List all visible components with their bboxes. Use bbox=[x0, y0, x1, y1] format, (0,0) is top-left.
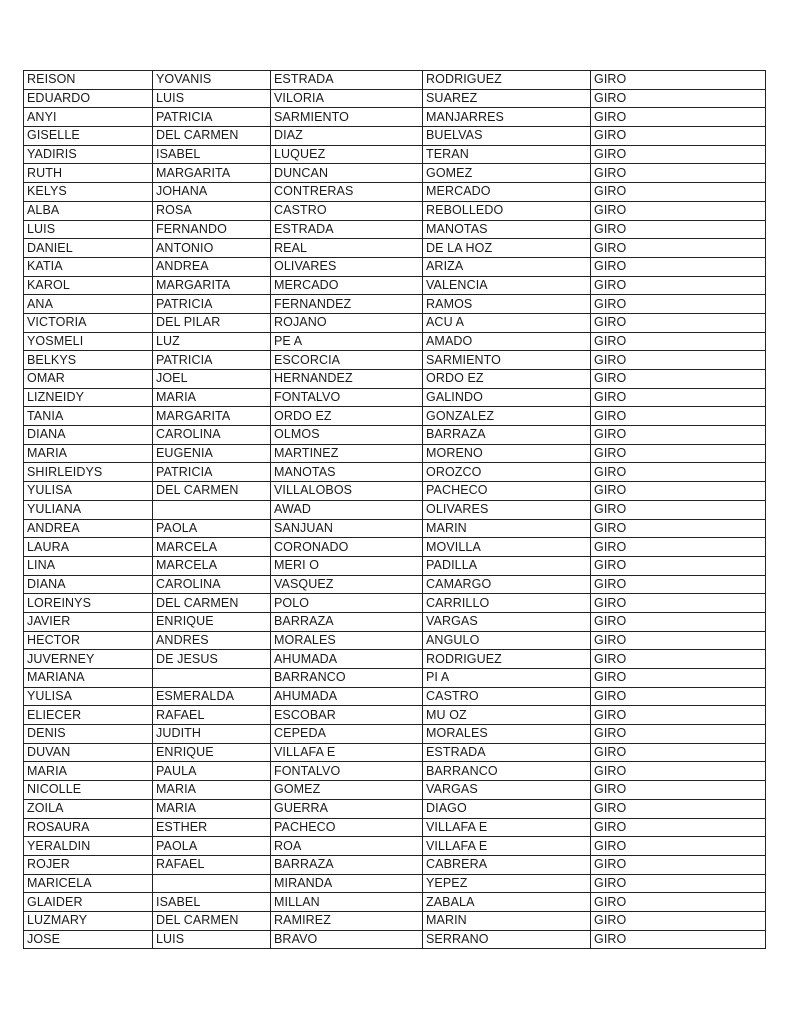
second-surname-cell: GALINDO bbox=[423, 388, 591, 407]
first-surname-cell: FONTALVO bbox=[271, 762, 423, 781]
first-name-cell: RUTH bbox=[24, 164, 153, 183]
second-surname-cell: VARGAS bbox=[423, 781, 591, 800]
table-row bbox=[24, 257, 766, 276]
payment-method-cell: GIRO bbox=[591, 500, 766, 519]
second-surname-cell: VILLAFA E bbox=[423, 837, 591, 856]
first-surname-cell: MANOTAS bbox=[271, 463, 423, 482]
middle-name-cell: MARIA bbox=[153, 781, 271, 800]
middle-name-cell: ESMERALDA bbox=[153, 687, 271, 706]
second-surname-cell: SARMIENTO bbox=[423, 351, 591, 370]
first-surname-cell: ESCORCIA bbox=[271, 351, 423, 370]
table-row bbox=[24, 89, 766, 108]
first-surname-cell: AHUMADA bbox=[271, 687, 423, 706]
payment-method-cell: GIRO bbox=[591, 762, 766, 781]
second-surname-cell: CABRERA bbox=[423, 855, 591, 874]
payment-method-cell: GIRO bbox=[591, 930, 766, 949]
first-name-cell: GISELLE bbox=[24, 127, 153, 146]
middle-name-cell: RAFAEL bbox=[153, 706, 271, 725]
second-surname-cell: SERRANO bbox=[423, 930, 591, 949]
payment-method-cell: GIRO bbox=[591, 164, 766, 183]
names-table-body bbox=[24, 71, 766, 949]
first-name-cell: YERALDIN bbox=[24, 837, 153, 856]
first-surname-cell: MERI O bbox=[271, 556, 423, 575]
middle-name-cell: MARIA bbox=[153, 799, 271, 818]
payment-method-cell: GIRO bbox=[591, 426, 766, 445]
middle-name-cell: MARIA bbox=[153, 388, 271, 407]
first-name-cell: LIZNEIDY bbox=[24, 388, 153, 407]
table-row bbox=[24, 463, 766, 482]
first-surname-cell: PACHECO bbox=[271, 818, 423, 837]
first-surname-cell: OLIVARES bbox=[271, 257, 423, 276]
second-surname-cell: ESTRADA bbox=[423, 743, 591, 762]
payment-method-cell: GIRO bbox=[591, 220, 766, 239]
first-surname-cell: GUERRA bbox=[271, 799, 423, 818]
first-name-cell: YADIRIS bbox=[24, 145, 153, 164]
first-name-cell: KELYS bbox=[24, 183, 153, 202]
first-name-cell: YOSMELI bbox=[24, 332, 153, 351]
table-row bbox=[24, 594, 766, 613]
table-row bbox=[24, 837, 766, 856]
payment-method-cell: GIRO bbox=[591, 855, 766, 874]
payment-method-cell: GIRO bbox=[591, 145, 766, 164]
first-name-cell: OMAR bbox=[24, 370, 153, 389]
payment-method-cell: GIRO bbox=[591, 650, 766, 669]
middle-name-cell: JUDITH bbox=[153, 725, 271, 744]
table-row bbox=[24, 500, 766, 519]
middle-name-cell: CAROLINA bbox=[153, 575, 271, 594]
middle-name-cell: ANDRES bbox=[153, 631, 271, 650]
middle-name-cell: DEL CARMEN bbox=[153, 482, 271, 501]
first-surname-cell: VASQUEZ bbox=[271, 575, 423, 594]
table-row bbox=[24, 108, 766, 127]
first-name-cell: LUZMARY bbox=[24, 911, 153, 930]
first-surname-cell: MIRANDA bbox=[271, 874, 423, 893]
payment-method-cell: GIRO bbox=[591, 594, 766, 613]
names-table bbox=[23, 70, 766, 949]
middle-name-cell: DEL CARMEN bbox=[153, 127, 271, 146]
first-surname-cell: DIAZ bbox=[271, 127, 423, 146]
first-name-cell: ELIECER bbox=[24, 706, 153, 725]
payment-method-cell: GIRO bbox=[591, 183, 766, 202]
middle-name-cell: LUZ bbox=[153, 332, 271, 351]
middle-name-cell: PAOLA bbox=[153, 519, 271, 538]
table-row bbox=[24, 370, 766, 389]
middle-name-cell: PAULA bbox=[153, 762, 271, 781]
table-row bbox=[24, 426, 766, 445]
first-name-cell: JOSE bbox=[24, 930, 153, 949]
table-row bbox=[24, 706, 766, 725]
second-surname-cell: OROZCO bbox=[423, 463, 591, 482]
second-surname-cell: REBOLLEDO bbox=[423, 201, 591, 220]
middle-name-cell: LUIS bbox=[153, 930, 271, 949]
table-row bbox=[24, 762, 766, 781]
payment-method-cell: GIRO bbox=[591, 725, 766, 744]
first-surname-cell: VILLAFA E bbox=[271, 743, 423, 762]
first-surname-cell: MILLAN bbox=[271, 893, 423, 912]
payment-method-cell: GIRO bbox=[591, 837, 766, 856]
first-surname-cell: FERNANDEZ bbox=[271, 295, 423, 314]
first-surname-cell: ESTRADA bbox=[271, 71, 423, 90]
table-row bbox=[24, 313, 766, 332]
payment-method-cell: GIRO bbox=[591, 631, 766, 650]
second-surname-cell: BARRAZA bbox=[423, 426, 591, 445]
first-name-cell: BELKYS bbox=[24, 351, 153, 370]
table-row bbox=[24, 911, 766, 930]
table-row bbox=[24, 276, 766, 295]
payment-method-cell: GIRO bbox=[591, 444, 766, 463]
second-surname-cell: CASTRO bbox=[423, 687, 591, 706]
second-surname-cell: ZABALA bbox=[423, 893, 591, 912]
second-surname-cell: MU OZ bbox=[423, 706, 591, 725]
first-name-cell: VICTORIA bbox=[24, 313, 153, 332]
first-surname-cell: LUQUEZ bbox=[271, 145, 423, 164]
middle-name-cell: PATRICIA bbox=[153, 295, 271, 314]
table-row bbox=[24, 332, 766, 351]
second-surname-cell: OLIVARES bbox=[423, 500, 591, 519]
first-surname-cell: BARRAZA bbox=[271, 855, 423, 874]
second-surname-cell: YEPEZ bbox=[423, 874, 591, 893]
first-name-cell: JUVERNEY bbox=[24, 650, 153, 669]
table-row bbox=[24, 295, 766, 314]
payment-method-cell: GIRO bbox=[591, 874, 766, 893]
middle-name-cell: DE JESUS bbox=[153, 650, 271, 669]
table-row bbox=[24, 145, 766, 164]
second-surname-cell: SUAREZ bbox=[423, 89, 591, 108]
first-name-cell: GLAIDER bbox=[24, 893, 153, 912]
payment-method-cell: GIRO bbox=[591, 370, 766, 389]
table-row bbox=[24, 725, 766, 744]
first-surname-cell: BRAVO bbox=[271, 930, 423, 949]
first-surname-cell: ESTRADA bbox=[271, 220, 423, 239]
first-name-cell: YULISA bbox=[24, 687, 153, 706]
middle-name-cell: PATRICIA bbox=[153, 463, 271, 482]
first-name-cell: SHIRLEIDYS bbox=[24, 463, 153, 482]
second-surname-cell: PACHECO bbox=[423, 482, 591, 501]
first-name-cell: ROSAURA bbox=[24, 818, 153, 837]
table-row bbox=[24, 930, 766, 949]
first-name-cell: LOREINYS bbox=[24, 594, 153, 613]
second-surname-cell: BARRANCO bbox=[423, 762, 591, 781]
first-surname-cell: ROA bbox=[271, 837, 423, 856]
payment-method-cell: GIRO bbox=[591, 818, 766, 837]
table-row bbox=[24, 650, 766, 669]
first-name-cell: NICOLLE bbox=[24, 781, 153, 800]
table-row bbox=[24, 631, 766, 650]
middle-name-cell: DEL PILAR bbox=[153, 313, 271, 332]
table-row bbox=[24, 818, 766, 837]
table-row bbox=[24, 351, 766, 370]
first-surname-cell: GOMEZ bbox=[271, 781, 423, 800]
second-surname-cell: DE LA HOZ bbox=[423, 239, 591, 258]
table-row bbox=[24, 388, 766, 407]
middle-name-cell: RAFAEL bbox=[153, 855, 271, 874]
second-surname-cell: ORDO EZ bbox=[423, 370, 591, 389]
middle-name-cell: DEL CARMEN bbox=[153, 594, 271, 613]
middle-name-cell: ROSA bbox=[153, 201, 271, 220]
payment-method-cell: GIRO bbox=[591, 687, 766, 706]
table-row bbox=[24, 407, 766, 426]
payment-method-cell: GIRO bbox=[591, 276, 766, 295]
payment-method-cell: GIRO bbox=[591, 781, 766, 800]
first-surname-cell: HERNANDEZ bbox=[271, 370, 423, 389]
table-row bbox=[24, 71, 766, 90]
middle-name-cell: PAOLA bbox=[153, 837, 271, 856]
table-row bbox=[24, 556, 766, 575]
middle-name-cell: FERNANDO bbox=[153, 220, 271, 239]
first-surname-cell: DUNCAN bbox=[271, 164, 423, 183]
first-surname-cell: VILLALOBOS bbox=[271, 482, 423, 501]
second-surname-cell: MOVILLA bbox=[423, 538, 591, 557]
payment-method-cell: GIRO bbox=[591, 556, 766, 575]
middle-name-cell: MARGARITA bbox=[153, 276, 271, 295]
middle-name-cell: ENRIQUE bbox=[153, 612, 271, 631]
payment-method-cell: GIRO bbox=[591, 295, 766, 314]
first-name-cell: ROJER bbox=[24, 855, 153, 874]
middle-name-cell: ENRIQUE bbox=[153, 743, 271, 762]
second-surname-cell: DIAGO bbox=[423, 799, 591, 818]
second-surname-cell: TERAN bbox=[423, 145, 591, 164]
payment-method-cell: GIRO bbox=[591, 538, 766, 557]
first-name-cell: LINA bbox=[24, 556, 153, 575]
payment-method-cell: GIRO bbox=[591, 239, 766, 258]
second-surname-cell: MANOTAS bbox=[423, 220, 591, 239]
first-surname-cell: ROJANO bbox=[271, 313, 423, 332]
first-surname-cell: AWAD bbox=[271, 500, 423, 519]
first-name-cell: LAURA bbox=[24, 538, 153, 557]
first-surname-cell: REAL bbox=[271, 239, 423, 258]
middle-name-cell: CAROLINA bbox=[153, 426, 271, 445]
first-surname-cell: ESCOBAR bbox=[271, 706, 423, 725]
payment-method-cell: GIRO bbox=[591, 351, 766, 370]
first-surname-cell: CASTRO bbox=[271, 201, 423, 220]
second-surname-cell: VALENCIA bbox=[423, 276, 591, 295]
table-row bbox=[24, 127, 766, 146]
first-surname-cell: RAMIREZ bbox=[271, 911, 423, 930]
second-surname-cell: MORALES bbox=[423, 725, 591, 744]
first-name-cell: DUVAN bbox=[24, 743, 153, 762]
payment-method-cell: GIRO bbox=[591, 669, 766, 688]
first-name-cell: DIANA bbox=[24, 426, 153, 445]
first-name-cell: JAVIER bbox=[24, 612, 153, 631]
middle-name-cell: PATRICIA bbox=[153, 108, 271, 127]
first-name-cell: KATIA bbox=[24, 257, 153, 276]
middle-name-cell: YOVANIS bbox=[153, 71, 271, 90]
payment-method-cell: GIRO bbox=[591, 743, 766, 762]
second-surname-cell: VARGAS bbox=[423, 612, 591, 631]
first-name-cell: MARIANA bbox=[24, 669, 153, 688]
first-name-cell: KAROL bbox=[24, 276, 153, 295]
first-name-cell: DANIEL bbox=[24, 239, 153, 258]
table-row bbox=[24, 612, 766, 631]
middle-name-cell bbox=[153, 500, 271, 519]
middle-name-cell: ESTHER bbox=[153, 818, 271, 837]
middle-name-cell: ISABEL bbox=[153, 145, 271, 164]
middle-name-cell: LUIS bbox=[153, 89, 271, 108]
first-name-cell: YULIANA bbox=[24, 500, 153, 519]
payment-method-cell: GIRO bbox=[591, 612, 766, 631]
first-name-cell: ZOILA bbox=[24, 799, 153, 818]
second-surname-cell: MANJARRES bbox=[423, 108, 591, 127]
table-row bbox=[24, 893, 766, 912]
payment-method-cell: GIRO bbox=[591, 575, 766, 594]
first-name-cell: ANYI bbox=[24, 108, 153, 127]
middle-name-cell: JOHANA bbox=[153, 183, 271, 202]
table-row bbox=[24, 781, 766, 800]
second-surname-cell: MARIN bbox=[423, 911, 591, 930]
first-name-cell: HECTOR bbox=[24, 631, 153, 650]
first-name-cell: ALBA bbox=[24, 201, 153, 220]
first-surname-cell: PE A bbox=[271, 332, 423, 351]
middle-name-cell: PATRICIA bbox=[153, 351, 271, 370]
table-row bbox=[24, 201, 766, 220]
second-surname-cell: VILLAFA E bbox=[423, 818, 591, 837]
middle-name-cell: ISABEL bbox=[153, 893, 271, 912]
first-name-cell: MARICELA bbox=[24, 874, 153, 893]
payment-method-cell: GIRO bbox=[591, 911, 766, 930]
table-row bbox=[24, 482, 766, 501]
payment-method-cell: GIRO bbox=[591, 407, 766, 426]
first-surname-cell: VILORIA bbox=[271, 89, 423, 108]
first-surname-cell: MARTINEZ bbox=[271, 444, 423, 463]
first-name-cell: LUIS bbox=[24, 220, 153, 239]
second-surname-cell: RODRIGUEZ bbox=[423, 71, 591, 90]
first-surname-cell: SANJUAN bbox=[271, 519, 423, 538]
second-surname-cell: PADILLA bbox=[423, 556, 591, 575]
middle-name-cell: EUGENIA bbox=[153, 444, 271, 463]
first-surname-cell: CEPEDA bbox=[271, 725, 423, 744]
middle-name-cell: MARGARITA bbox=[153, 407, 271, 426]
middle-name-cell: ANTONIO bbox=[153, 239, 271, 258]
first-surname-cell: CONTRERAS bbox=[271, 183, 423, 202]
second-surname-cell: MARIN bbox=[423, 519, 591, 538]
second-surname-cell: CAMARGO bbox=[423, 575, 591, 594]
second-surname-cell: BUELVAS bbox=[423, 127, 591, 146]
first-surname-cell: OLMOS bbox=[271, 426, 423, 445]
middle-name-cell bbox=[153, 874, 271, 893]
payment-method-cell: GIRO bbox=[591, 108, 766, 127]
middle-name-cell: JOEL bbox=[153, 370, 271, 389]
first-name-cell: MARIA bbox=[24, 762, 153, 781]
second-surname-cell: PI A bbox=[423, 669, 591, 688]
table-row bbox=[24, 743, 766, 762]
first-name-cell: DIANA bbox=[24, 575, 153, 594]
first-name-cell: TANIA bbox=[24, 407, 153, 426]
first-surname-cell: BARRAZA bbox=[271, 612, 423, 631]
second-surname-cell: GOMEZ bbox=[423, 164, 591, 183]
payment-method-cell: GIRO bbox=[591, 388, 766, 407]
table-row bbox=[24, 220, 766, 239]
second-surname-cell: ANGULO bbox=[423, 631, 591, 650]
payment-method-cell: GIRO bbox=[591, 257, 766, 276]
payment-method-cell: GIRO bbox=[591, 482, 766, 501]
first-name-cell: REISON bbox=[24, 71, 153, 90]
middle-name-cell bbox=[153, 669, 271, 688]
payment-method-cell: GIRO bbox=[591, 519, 766, 538]
first-surname-cell: SARMIENTO bbox=[271, 108, 423, 127]
table-row bbox=[24, 164, 766, 183]
first-name-cell: DENIS bbox=[24, 725, 153, 744]
first-name-cell: EDUARDO bbox=[24, 89, 153, 108]
middle-name-cell: ANDREA bbox=[153, 257, 271, 276]
first-surname-cell: ORDO EZ bbox=[271, 407, 423, 426]
payment-method-cell: GIRO bbox=[591, 89, 766, 108]
payment-method-cell: GIRO bbox=[591, 332, 766, 351]
second-surname-cell: CARRILLO bbox=[423, 594, 591, 613]
table-row bbox=[24, 575, 766, 594]
second-surname-cell: RODRIGUEZ bbox=[423, 650, 591, 669]
table-row bbox=[24, 874, 766, 893]
table-row bbox=[24, 519, 766, 538]
table-row bbox=[24, 183, 766, 202]
first-surname-cell: MORALES bbox=[271, 631, 423, 650]
second-surname-cell: MORENO bbox=[423, 444, 591, 463]
first-surname-cell: BARRANCO bbox=[271, 669, 423, 688]
second-surname-cell: ARIZA bbox=[423, 257, 591, 276]
payment-method-cell: GIRO bbox=[591, 893, 766, 912]
payment-method-cell: GIRO bbox=[591, 799, 766, 818]
first-surname-cell: AHUMADA bbox=[271, 650, 423, 669]
payment-method-cell: GIRO bbox=[591, 71, 766, 90]
table-row bbox=[24, 799, 766, 818]
second-surname-cell: GONZALEZ bbox=[423, 407, 591, 426]
table-row bbox=[24, 538, 766, 557]
table-row bbox=[24, 687, 766, 706]
table-row bbox=[24, 239, 766, 258]
table-row bbox=[24, 855, 766, 874]
payment-method-cell: GIRO bbox=[591, 463, 766, 482]
first-name-cell: YULISA bbox=[24, 482, 153, 501]
first-name-cell: ANA bbox=[24, 295, 153, 314]
payment-method-cell: GIRO bbox=[591, 706, 766, 725]
first-surname-cell: MERCADO bbox=[271, 276, 423, 295]
second-surname-cell: MERCADO bbox=[423, 183, 591, 202]
payment-method-cell: GIRO bbox=[591, 313, 766, 332]
middle-name-cell: MARGARITA bbox=[153, 164, 271, 183]
first-name-cell: ANDREA bbox=[24, 519, 153, 538]
table-row bbox=[24, 669, 766, 688]
table-row bbox=[24, 444, 766, 463]
first-name-cell: MARIA bbox=[24, 444, 153, 463]
first-surname-cell: POLO bbox=[271, 594, 423, 613]
second-surname-cell: RAMOS bbox=[423, 295, 591, 314]
middle-name-cell: MARCELA bbox=[153, 556, 271, 575]
middle-name-cell: DEL CARMEN bbox=[153, 911, 271, 930]
second-surname-cell: AMADO bbox=[423, 332, 591, 351]
second-surname-cell: ACU A bbox=[423, 313, 591, 332]
payment-method-cell: GIRO bbox=[591, 127, 766, 146]
first-surname-cell: FONTALVO bbox=[271, 388, 423, 407]
first-surname-cell: CORONADO bbox=[271, 538, 423, 557]
payment-method-cell: GIRO bbox=[591, 201, 766, 220]
middle-name-cell: MARCELA bbox=[153, 538, 271, 557]
